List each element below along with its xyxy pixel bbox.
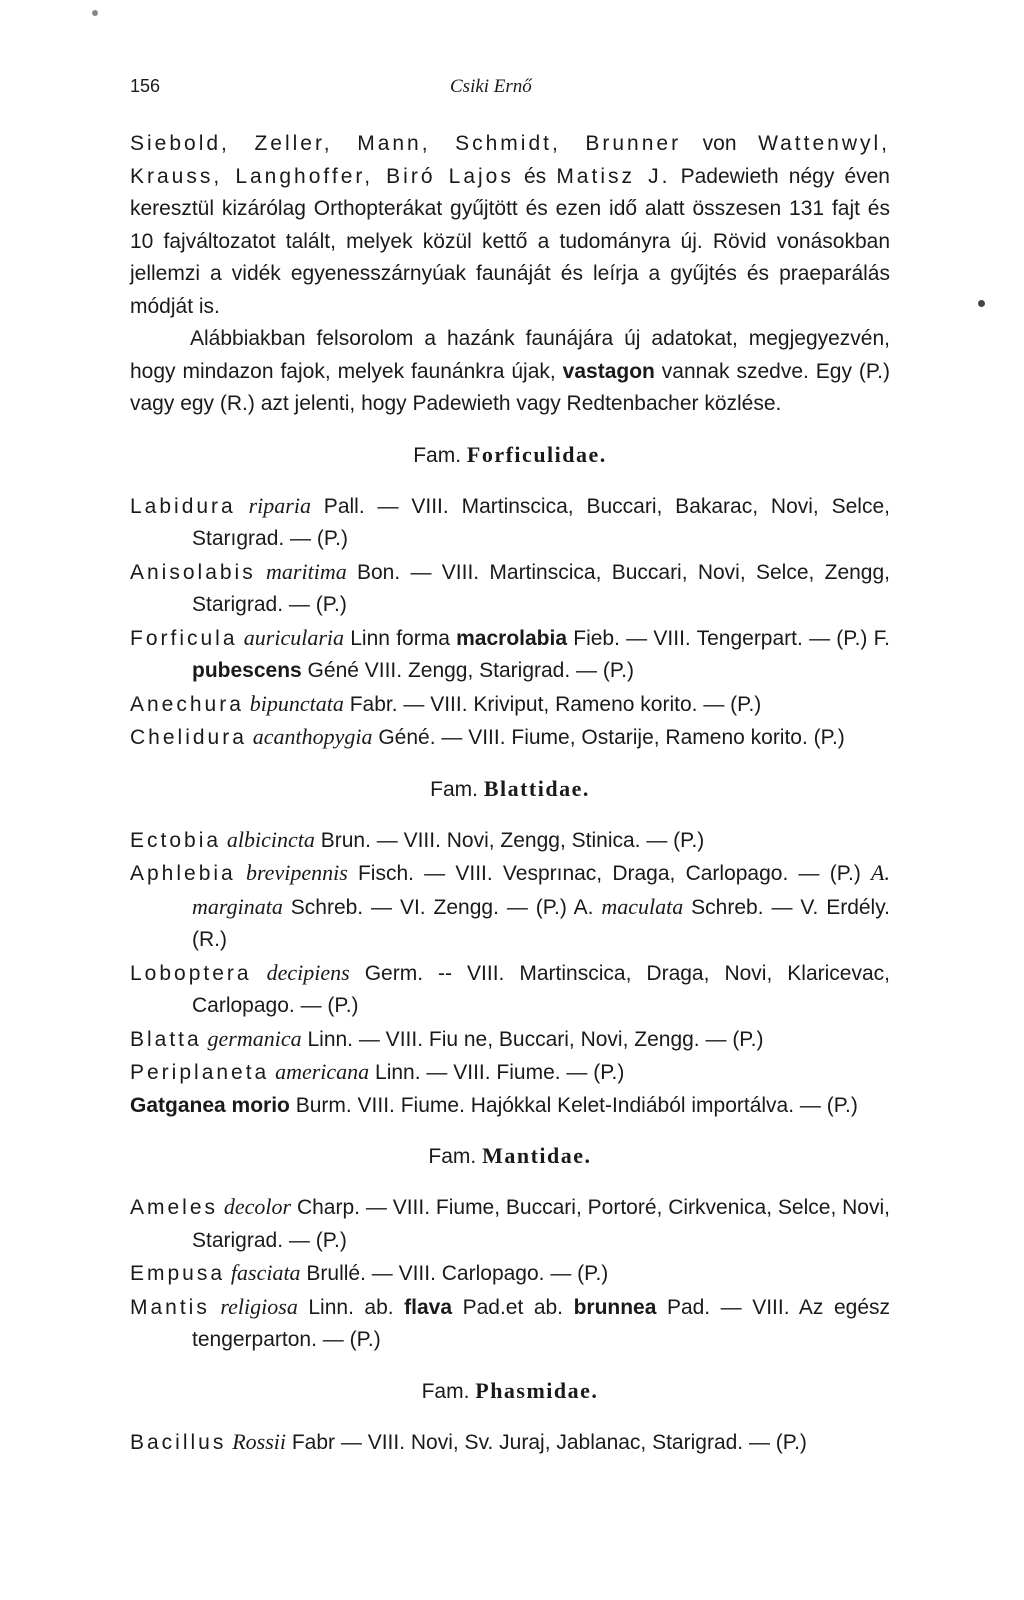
species-entry-bacillus: Bacillus Rossii Fabr — VIII. Novi, Sv. Juraj, Jablanac, Starigrad. — (P.): [130, 1428, 807, 1454]
intro-paragraph-1: Siebold, Zeller, Mann, Schmidt, Brunner von Wattenwyl, Krauss, Langhoffer, Biró Lajos és Matisz J. Padewieth négy éven keresztül kizárólag Orthopterákat gyűjtött és ezen idő alatt összesen 131 fajt és 10 fajváltozatot talált, melyek közül kettő a tudományra új. Rövid vonásokban jellemzi a vidék egyenesszárnyúak faunáját és leírja a gyűjtés és praeparálás módját is.: [130, 132, 890, 318]
species-entry-loboptera: Loboptera decipiens Germ. -- VIII. Martinscica, Draga, Novi, Klaricevac, Carlopago. — (P.): [130, 959, 891, 1017]
species-entry-anechura: Anechura bipunctata Fabr. — VIII. Kriviput, Rameno korito. — (P.): [130, 690, 762, 716]
running-title: Csiki Ernő: [450, 76, 532, 97]
family-heading-forficulidae: Fam. Forficulidae.: [413, 441, 607, 467]
family-heading-mantidae: Fam. Mantidae.: [428, 1143, 592, 1168]
family-heading-blattidae: Fam. Blattidae.: [430, 775, 590, 801]
species-entry-periplaneta: Periplaneta americana Linn. — VIII. Fiume. — (P.): [130, 1059, 625, 1084]
species-entry-ameles: Ameles decolor Charp. — VIII. Fiume, Buccari, Portoré, Cirkvenica, Selce, Novi, Starigrad. — (P.): [130, 1194, 890, 1252]
species-entry-forficula: Forficula auricularia Linn forma macrolabia Fieb. — VIII. Tengerpart. — (P.) F. pubescens Géné VIII. Zengg, Starigrad. — (P.): [130, 624, 890, 682]
margin-dot: [92, 10, 98, 16]
species-entry-empusa: Empusa fasciata Brullé. — VIII. Carlopago. — (P.): [130, 1260, 609, 1285]
species-entry-anisolabis: Anisolabis maritima Bon. — VIII. Martinscica, Buccari, Novi, Selce, Zengg, Starigrad. — (P.): [130, 558, 890, 616]
species-entry-ectobia: Ectobia albicincta Brun. — VIII. Novi, Zengg, Stinica. — (P.): [130, 826, 705, 852]
page-body: [130, 128, 890, 1459]
family-heading-phasmidae: Fam. Phasmidae.: [421, 1377, 599, 1403]
species-entry-aphlebia: Aphlebia brevipennis Fisch. — VIII. Vesprınac, Draga, Carlopago. — (P.) A. marginata Schreb. — VI. Zengg. — (P.) A. maculata Schreb. — V. Erdély. (R.): [130, 860, 890, 951]
intro-paragraph-2: Alábbiakban felsorolom a hazánk faunájára új adatokat, megjegyezvén, hogy mindazon fajok, melyek faunánkra újak, vastagon vannak szedve. Egy (P.) vagy egy (R.) azt jelenti, hogy Padewieth vagy Redtenbacher közlése.: [130, 327, 891, 415]
species-entry-chelidura: Chelidura acanthopygia Géné. — VIII. Fiume, Ostarije, Rameno korito. (P.): [130, 724, 845, 749]
page-header: [130, 76, 890, 100]
species-entry-labidura: Labidura riparia Pall. — VIII. Martinscica, Buccari, Bakarac, Novi, Selce, Starıgrad. — (P.): [130, 492, 890, 550]
species-entry-mantis: Mantis religiosa Linn. ab. flava Pad.et ab. brunnea Pad. — VIII. Az egész tengerparton. — (P.): [130, 1293, 891, 1351]
page-number: 156: [130, 76, 161, 96]
species-entry-gatganea: Gatganea morio Burm. VIII. Fiume. Hajókkal Kelet-Indiából importálva. — (P.): [130, 1093, 858, 1117]
species-entry-blatta: Blatta germanica Linn. — VIII. Fiu ne, Buccari, Novi, Zengg. — (P.): [130, 1025, 764, 1051]
margin-mark: [978, 300, 985, 307]
